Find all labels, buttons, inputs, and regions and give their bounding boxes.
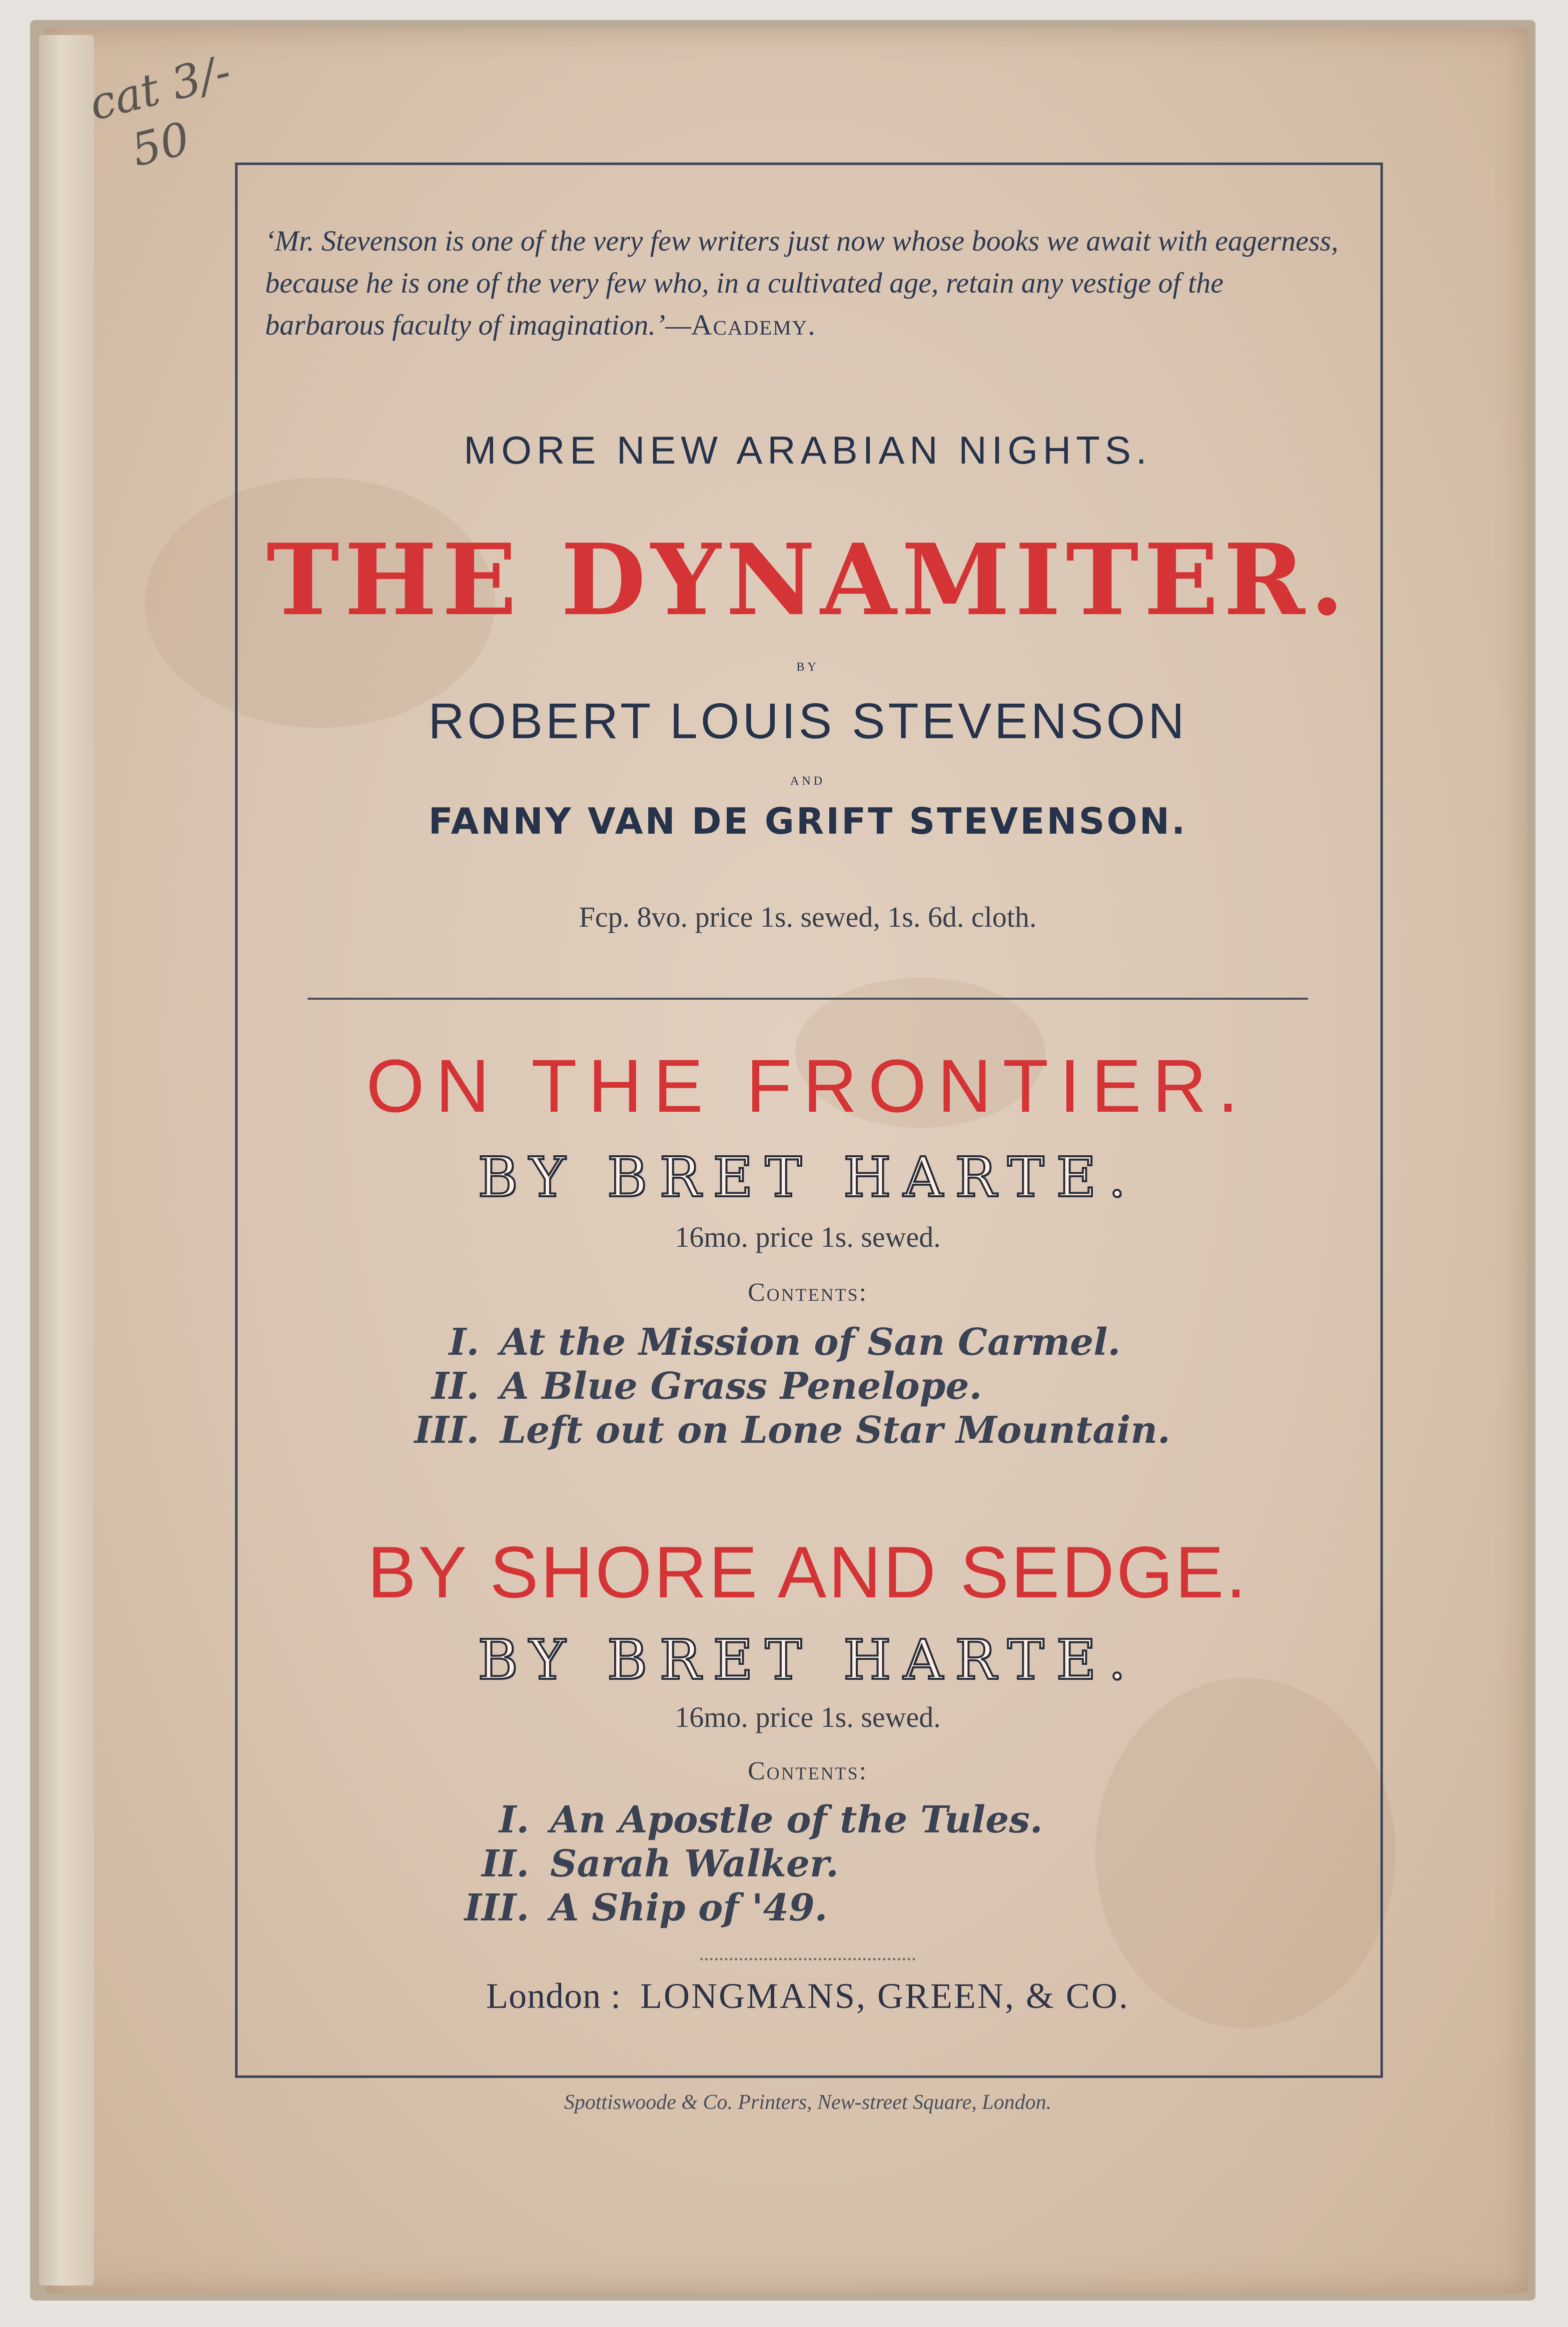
list-item <box>380 1364 1170 1408</box>
shore-contents-label: Contents: <box>747 1757 868 1785</box>
publisher-imprint <box>265 1975 1350 2017</box>
item-title: Left out on Lone Star Mountain. <box>500 1409 1170 1452</box>
list-item <box>430 1842 1043 1886</box>
list-item <box>430 1798 1043 1842</box>
list-item <box>430 1886 1043 1930</box>
item-number: III. <box>464 1886 529 1929</box>
and-label: and <box>790 770 825 789</box>
dynamiter-price: Fcp. 8vo. price 1s. sewed, 1s. 6d. cloth. <box>579 901 1037 933</box>
shore-byline: BY BRET HARTE. <box>478 1628 1138 1692</box>
list-item <box>380 1408 1170 1452</box>
shore-contents-list <box>430 1798 1043 1930</box>
quote-source: Academy. <box>691 309 816 341</box>
item-number: II. <box>482 1842 529 1885</box>
shore-title: BY SHORE AND SEDGE. <box>367 1531 1248 1613</box>
item-number: III. <box>414 1409 479 1452</box>
section-divider <box>308 998 1308 1000</box>
item-title: At the Mission of San Carmel. <box>500 1321 1121 1364</box>
dynamiter-title: THE DYNAMITER. <box>266 523 1349 638</box>
dotted-rule <box>700 1958 915 1960</box>
item-title: A Blue Grass Penelope. <box>500 1365 982 1408</box>
by-label: by <box>796 656 819 675</box>
printer-line: Spottiswoode & Co. Printers, New-street Square, London. <box>564 2091 1052 2114</box>
item-number: II. <box>432 1365 479 1408</box>
imprint-publisher: LONGMANS, GREEN, & CO. <box>640 1976 1129 2016</box>
item-title: A Ship of '49. <box>550 1886 828 1929</box>
series-heading: MORE NEW ARABIAN NIGHTS. <box>464 428 1152 472</box>
quote-text: ‘Mr. Stevenson is one of the very few writers just now whose books we await with eagerness, because he is one of the very few who, in a cultivated age, retain any vestige of the barbarous faculty of imagination.’— <box>265 225 1338 341</box>
review-quote <box>265 220 1350 346</box>
book-spine <box>39 35 94 2285</box>
imprint-place: London : <box>486 1976 621 2016</box>
frontier-byline: BY BRET HARTE. <box>478 1145 1138 1209</box>
frontier-contents-label: Contents: <box>747 1278 868 1307</box>
item-number: I. <box>499 1798 529 1841</box>
shore-price: 16mo. price 1s. sewed. <box>675 1701 941 1733</box>
item-title: Sarah Walker. <box>550 1842 839 1885</box>
frontier-contents-list <box>380 1320 1170 1452</box>
frontier-price: 16mo. price 1s. sewed. <box>675 1221 941 1253</box>
author-fanny: FANNY VAN DE GRIFT STEVENSON. <box>428 800 1187 842</box>
pencil-note-line: 50 <box>126 112 195 178</box>
author-rls: ROBERT LOUIS STEVENSON <box>428 693 1187 749</box>
pencil-note-line: cat 3/- <box>84 45 236 131</box>
item-title: An Apostle of the Tules. <box>550 1798 1043 1841</box>
item-number: I. <box>449 1321 479 1364</box>
list-item <box>380 1320 1170 1364</box>
frontier-title: ON THE FRONTIER. <box>366 1044 1249 1128</box>
